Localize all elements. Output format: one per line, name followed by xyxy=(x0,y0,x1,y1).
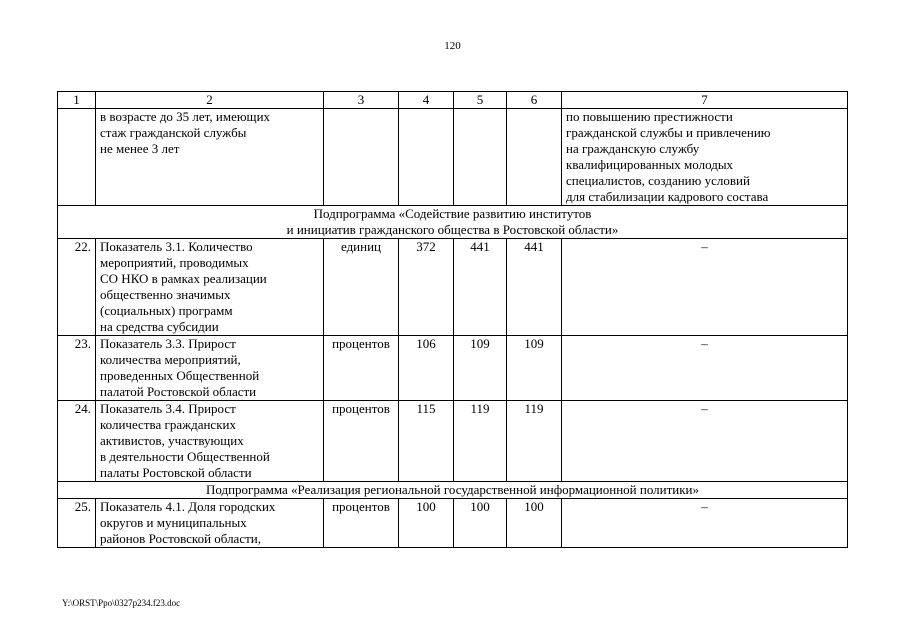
header-cell: 1 xyxy=(58,92,96,109)
indicator-text: Показатель 4.1. Доля городских округов и муниципальных районов Ростовской области, xyxy=(96,499,324,548)
row-number: 22. xyxy=(58,239,96,336)
table-row-continued xyxy=(58,109,848,206)
value-cell xyxy=(454,109,507,206)
value-cell: 115 xyxy=(399,401,454,482)
value-cell: 109 xyxy=(454,336,507,401)
value-cell: 119 xyxy=(507,401,562,482)
note-cell: – xyxy=(562,401,848,482)
row-number: 25. xyxy=(58,499,96,548)
table-row xyxy=(58,336,848,401)
header-cell: 2 xyxy=(96,92,324,109)
value-cell: 100 xyxy=(454,499,507,548)
indicator-text: Показатель 3.4. Прирост количества гражданских активистов, участвующих в деятельности Общественной палаты Ростовской области xyxy=(96,401,324,482)
table-row xyxy=(58,499,848,548)
value-cell: 441 xyxy=(507,239,562,336)
subprogram-title: Подпрограмма «Содействие развитию институтов и инициатив гражданского общества в Ростовской области» xyxy=(58,206,848,239)
row-number xyxy=(58,109,96,206)
value-cell: 109 xyxy=(507,336,562,401)
unit-cell: единиц xyxy=(324,239,399,336)
header-cell: 3 xyxy=(324,92,399,109)
value-cell: 100 xyxy=(507,499,562,548)
note-cell: – xyxy=(562,239,848,336)
file-path-footer: Y:\ORST\Ppo\0327p234.f23.doc xyxy=(62,598,181,608)
value-cell xyxy=(399,109,454,206)
unit-cell: процентов xyxy=(324,499,399,548)
indicator-text: Показатель 3.1. Количество мероприятий, проводимых СО НКО в рамках реализации общественно значимых (социальных) программ на средства субсидии xyxy=(96,239,324,336)
unit-cell: процентов xyxy=(324,336,399,401)
value-cell xyxy=(507,109,562,206)
note-cell: – xyxy=(562,336,848,401)
value-cell: 100 xyxy=(399,499,454,548)
indicators-table xyxy=(57,91,848,548)
description-text: по повышению престижности гражданской службы и привлечению на гражданскую службу квалифицированных молодых специалистов, созданию условий для стабилизации кадрового состава xyxy=(562,109,848,206)
value-cell: 106 xyxy=(399,336,454,401)
value-cell: 372 xyxy=(399,239,454,336)
value-cell: 441 xyxy=(454,239,507,336)
indicator-text: в возрасте до 35 лет, имеющих стаж гражданской службы не менее 3 лет xyxy=(96,109,324,206)
table-row xyxy=(58,401,848,482)
header-cell: 5 xyxy=(454,92,507,109)
subprogram-header-3 xyxy=(58,206,848,239)
note-cell: – xyxy=(562,499,848,548)
value-cell: 119 xyxy=(454,401,507,482)
table-header-row xyxy=(58,92,848,109)
header-cell: 7 xyxy=(562,92,848,109)
row-number: 23. xyxy=(58,336,96,401)
unit-cell: процентов xyxy=(324,401,399,482)
indicator-text: Показатель 3.3. Прирост количества мероприятий, проведенных Общественной палатой Ростовской области xyxy=(96,336,324,401)
row-number: 24. xyxy=(58,401,96,482)
page-number: 120 xyxy=(444,40,461,52)
subprogram-title: Подпрограмма «Реализация региональной государственной информационной политики» xyxy=(58,482,848,499)
header-cell: 6 xyxy=(507,92,562,109)
table-row xyxy=(58,239,848,336)
unit-cell xyxy=(324,109,399,206)
header-cell: 4 xyxy=(399,92,454,109)
subprogram-header-4 xyxy=(58,482,848,499)
